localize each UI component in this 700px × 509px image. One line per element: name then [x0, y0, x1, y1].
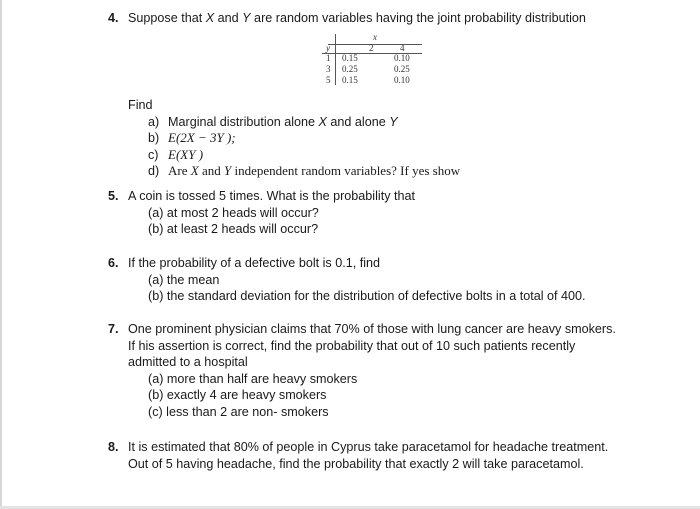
question-6-part-a: (a) the mean — [148, 272, 220, 287]
question-7 — [108, 321, 616, 420]
question-number: 5. — [108, 189, 119, 203]
question-5-text: A coin is tossed 5 times. What is the probability that — [128, 189, 415, 203]
question-4 — [108, 10, 586, 27]
question-number: 4. — [108, 11, 119, 25]
question-7-line-3: admitted to a hospital — [128, 355, 248, 369]
question-4-stem: 4. Suppose that X and Y are random variables having the joint probability distribution — [108, 11, 586, 25]
left-edge-shadow — [0, 0, 2, 509]
table-col-header: 4 — [400, 43, 405, 53]
table-cell: 0.25 — [394, 64, 410, 74]
table-col-variable: x — [373, 32, 377, 42]
question-6 — [108, 255, 586, 305]
question-5-part-b: (b) at least 2 heads will occur? — [148, 222, 319, 236]
question-7-line-1: One prominent physician claims that 70% of those with lung cancer are heavy smokers. — [128, 322, 616, 336]
part-d: d) Are X and Y independent random variables? If yes show — [148, 163, 461, 178]
table-cell: 0.15 — [342, 75, 358, 85]
table-cell: 0.25 — [342, 64, 358, 74]
question-7-line-2: If his assertion is correct, find the probability that out of 10 such patients recently — [128, 338, 576, 353]
question-5-part-a: (a) at most 2 heads will occur? — [148, 205, 319, 220]
table-row-header: 1 — [326, 53, 331, 63]
table-row-header: 3 — [326, 64, 331, 74]
question-8-line-1: It is estimated that 80% of people in Cyprus take paracetamol for headache treatment. — [128, 440, 609, 454]
question-number: 6. — [108, 256, 119, 270]
question-number: 7. — [108, 322, 119, 336]
table-row-variable-label: y — [326, 43, 330, 53]
question-7-part-c: (c) less than 2 are non- smokers — [148, 404, 329, 419]
question-8-line-2: Out of 5 having headache, find the probability that exactly 2 will take paracetamol. — [128, 456, 584, 471]
question-4-parts — [128, 97, 460, 180]
question-5 — [108, 188, 415, 238]
table-cell: 0.10 — [394, 75, 410, 85]
table-cell: 0.15 — [342, 53, 358, 63]
part-b: b) E(2X − 3Y ); — [148, 130, 236, 145]
joint-distribution-table — [322, 33, 422, 88]
question-6-text: If the probability of a defective bolt is 0.1, find — [128, 256, 381, 270]
part-a: a) Marginal distribution alone X and alone Y — [148, 114, 398, 129]
question-7-part-b: (b) exactly 4 are heavy smokers — [148, 388, 327, 402]
question-6-part-b: (b) the standard deviation for the distribution of defective bolts in a total of 400. — [148, 289, 586, 303]
table-col-header: 2 — [369, 43, 374, 53]
table-cell: 0.10 — [394, 53, 410, 63]
find-label: Find — [128, 98, 153, 112]
table-row-header: 5 — [326, 75, 331, 85]
question-8 — [108, 439, 608, 472]
table-header-rule — [328, 44, 422, 45]
table-vertical-rule — [335, 34, 336, 85]
question-number: 8. — [108, 440, 119, 454]
question-7-part-a: (a) more than half are heavy smokers — [148, 371, 358, 386]
part-c: c) E(XY ) — [148, 146, 204, 162]
